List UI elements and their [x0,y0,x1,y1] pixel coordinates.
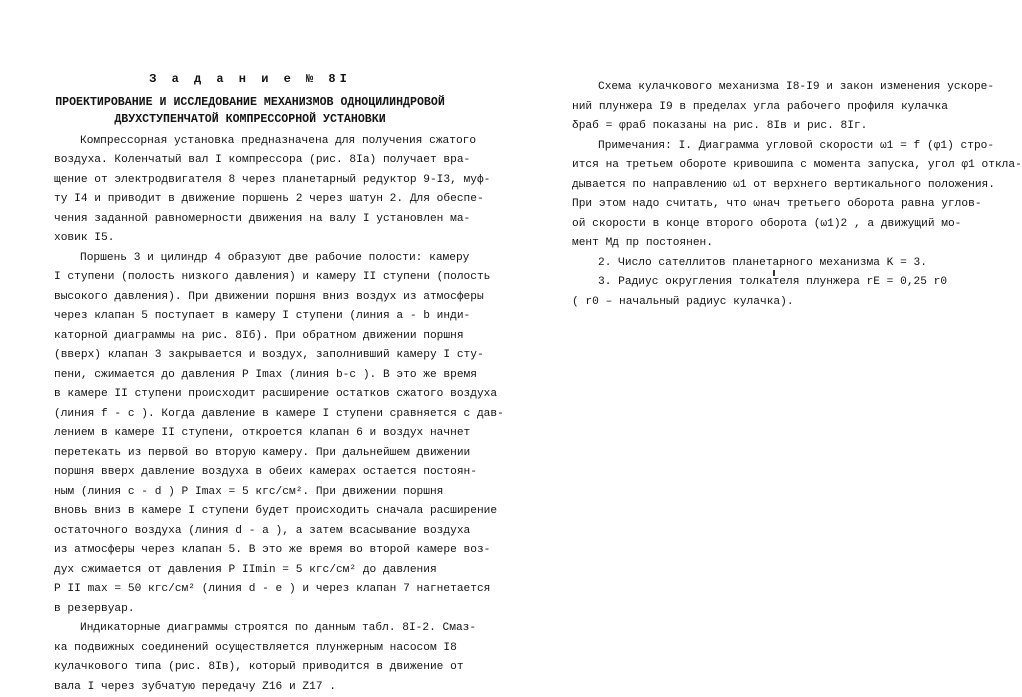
text-line: воздуха. Коленчатый вал I компрессора (рис. 8Iа) получает вра- [54,151,446,171]
text-line: ховик I5. [54,229,446,249]
text-line: мент Mд пр постоянен. [572,234,974,254]
notes-line: Примечания: I. Диаграмма угловой скорости ω1 = f (φ1) стро- [572,137,974,157]
title-line: ПРОЕКТИРОВАНИЕ И ИССЛЕДОВАНИЕ МЕХАНИЗМОВ ОДНОЦИЛИНДРОВОЙ [54,94,446,111]
text-line: высокого давления). При движении поршня вниз воздух из атмосферы [54,288,446,308]
text-line: Поршень 3 и цилиндр 4 образуют две рабочие полости: камеру [54,249,446,269]
text-line: (вверх) клапан 3 закрывается и воздух, заполнивший камеру I сту- [54,346,446,366]
text-line: каторной диаграммы на рис. 8Iб). При обратном движении поршня [54,327,446,347]
left-column [54,70,446,697]
task-heading: З а д а н и е № 8I [54,70,446,90]
stray-mark [773,270,775,276]
text-line: из атмосферы через клапан 5. В это же время во второй камере воз- [54,541,446,561]
text-line: 2. Число сателлитов планетарного механизма K = 3. [572,254,974,274]
text-line: ой скорости в конце второго оборота (ω1)2 , а движущий мо- [572,215,974,235]
text-line: вала I через зубчатую передачу Z16 и Z17 . [54,678,446,697]
task-title [54,94,446,128]
text-line: ний плунжера I9 в пределах угла рабочего профиля кулачка [572,98,974,118]
text-line: ится на третьем обороте кривошипа с момента запуска, угол φ1 откла- [572,156,974,176]
text-line: поршня вверх давление воздуха в обеих камерах остается постоян- [54,463,446,483]
text-line: δраб = φраб показаны на рис. 8Iв и рис. 8Iг. [572,117,974,137]
text-line: перетекать из первой во вторую камеру. При дальнейшем движении [54,444,446,464]
text-line: ( r0 – начальный радиус кулачка). [572,293,974,313]
text-line: остаточного воздуха (линия d - a ), а затем всасывание воздуха [54,522,446,542]
text-line: (линия f - c ). Когда давление в камере I ступени сравняется с дав- [54,405,446,425]
text-line: пени, сжимается до давления P Imax (линия b-c ). В это же время [54,366,446,386]
text-line: дух сжимается от давления P IImin = 5 кгс/см² до давления [54,561,446,581]
title-line: ДВУХСТУПЕНЧАТОЙ КОМПРЕССОРНОЙ УСТАНОВКИ [54,111,446,128]
text-line: кулачкового типа (рис. 8Iв), который приводится в движение от [54,658,446,678]
text-line: 3. Радиус округления толкателя плунжера rE = 0,25 r0 [572,273,974,293]
text-line: Индикаторные диаграммы строятся по данным табл. 8I-2. Смаз- [54,619,446,639]
text-line: P II max = 50 кгс/см² (линия d - e ) и через клапан 7 нагнетается [54,580,446,600]
text-line: При этом надо считать, что ωнач третьего оборота равна углов- [572,195,974,215]
text-line: через клапан 5 поступает в камеру I ступени (линия a - b инди- [54,307,446,327]
text-line: щение от электродвигателя 8 через планетарный редуктор 9-I3, муф- [54,171,446,191]
right-column [572,78,974,312]
text-line: в камере II ступени происходит расширение остатков сжатого воздуха [54,385,446,405]
text-line: ным (линия c - d ) P Imax = 5 кгс/см². При движении поршня [54,483,446,503]
text-line: вновь вниз в камере I ступени будет происходить сначала расширение [54,502,446,522]
text-line: ту I4 и приводит в движение поршень 2 через шатун 2. Для обеспе- [54,190,446,210]
text-line: ка подвижных соединений осуществляется плунжерным насосом I8 [54,639,446,659]
text-line: чения заданной равномерности движения на валу I установлен ма- [54,210,446,230]
text-line: I ступени (полость низкого давления) и камеру II ступени (полость [54,268,446,288]
text-line: лением в камере II ступени, откроется клапан 6 и воздух начнет [54,424,446,444]
text-line: дывается по направлению ω1 от верхнего вертикального положения. [572,176,974,196]
text-line: Компрессорная установка предназначена для получения сжатого [54,132,446,152]
text-line: Схема кулачкового механизма I8-I9 и закон изменения ускоре- [572,78,974,98]
text-line: в резервуар. [54,600,446,620]
body-text [54,132,446,697]
